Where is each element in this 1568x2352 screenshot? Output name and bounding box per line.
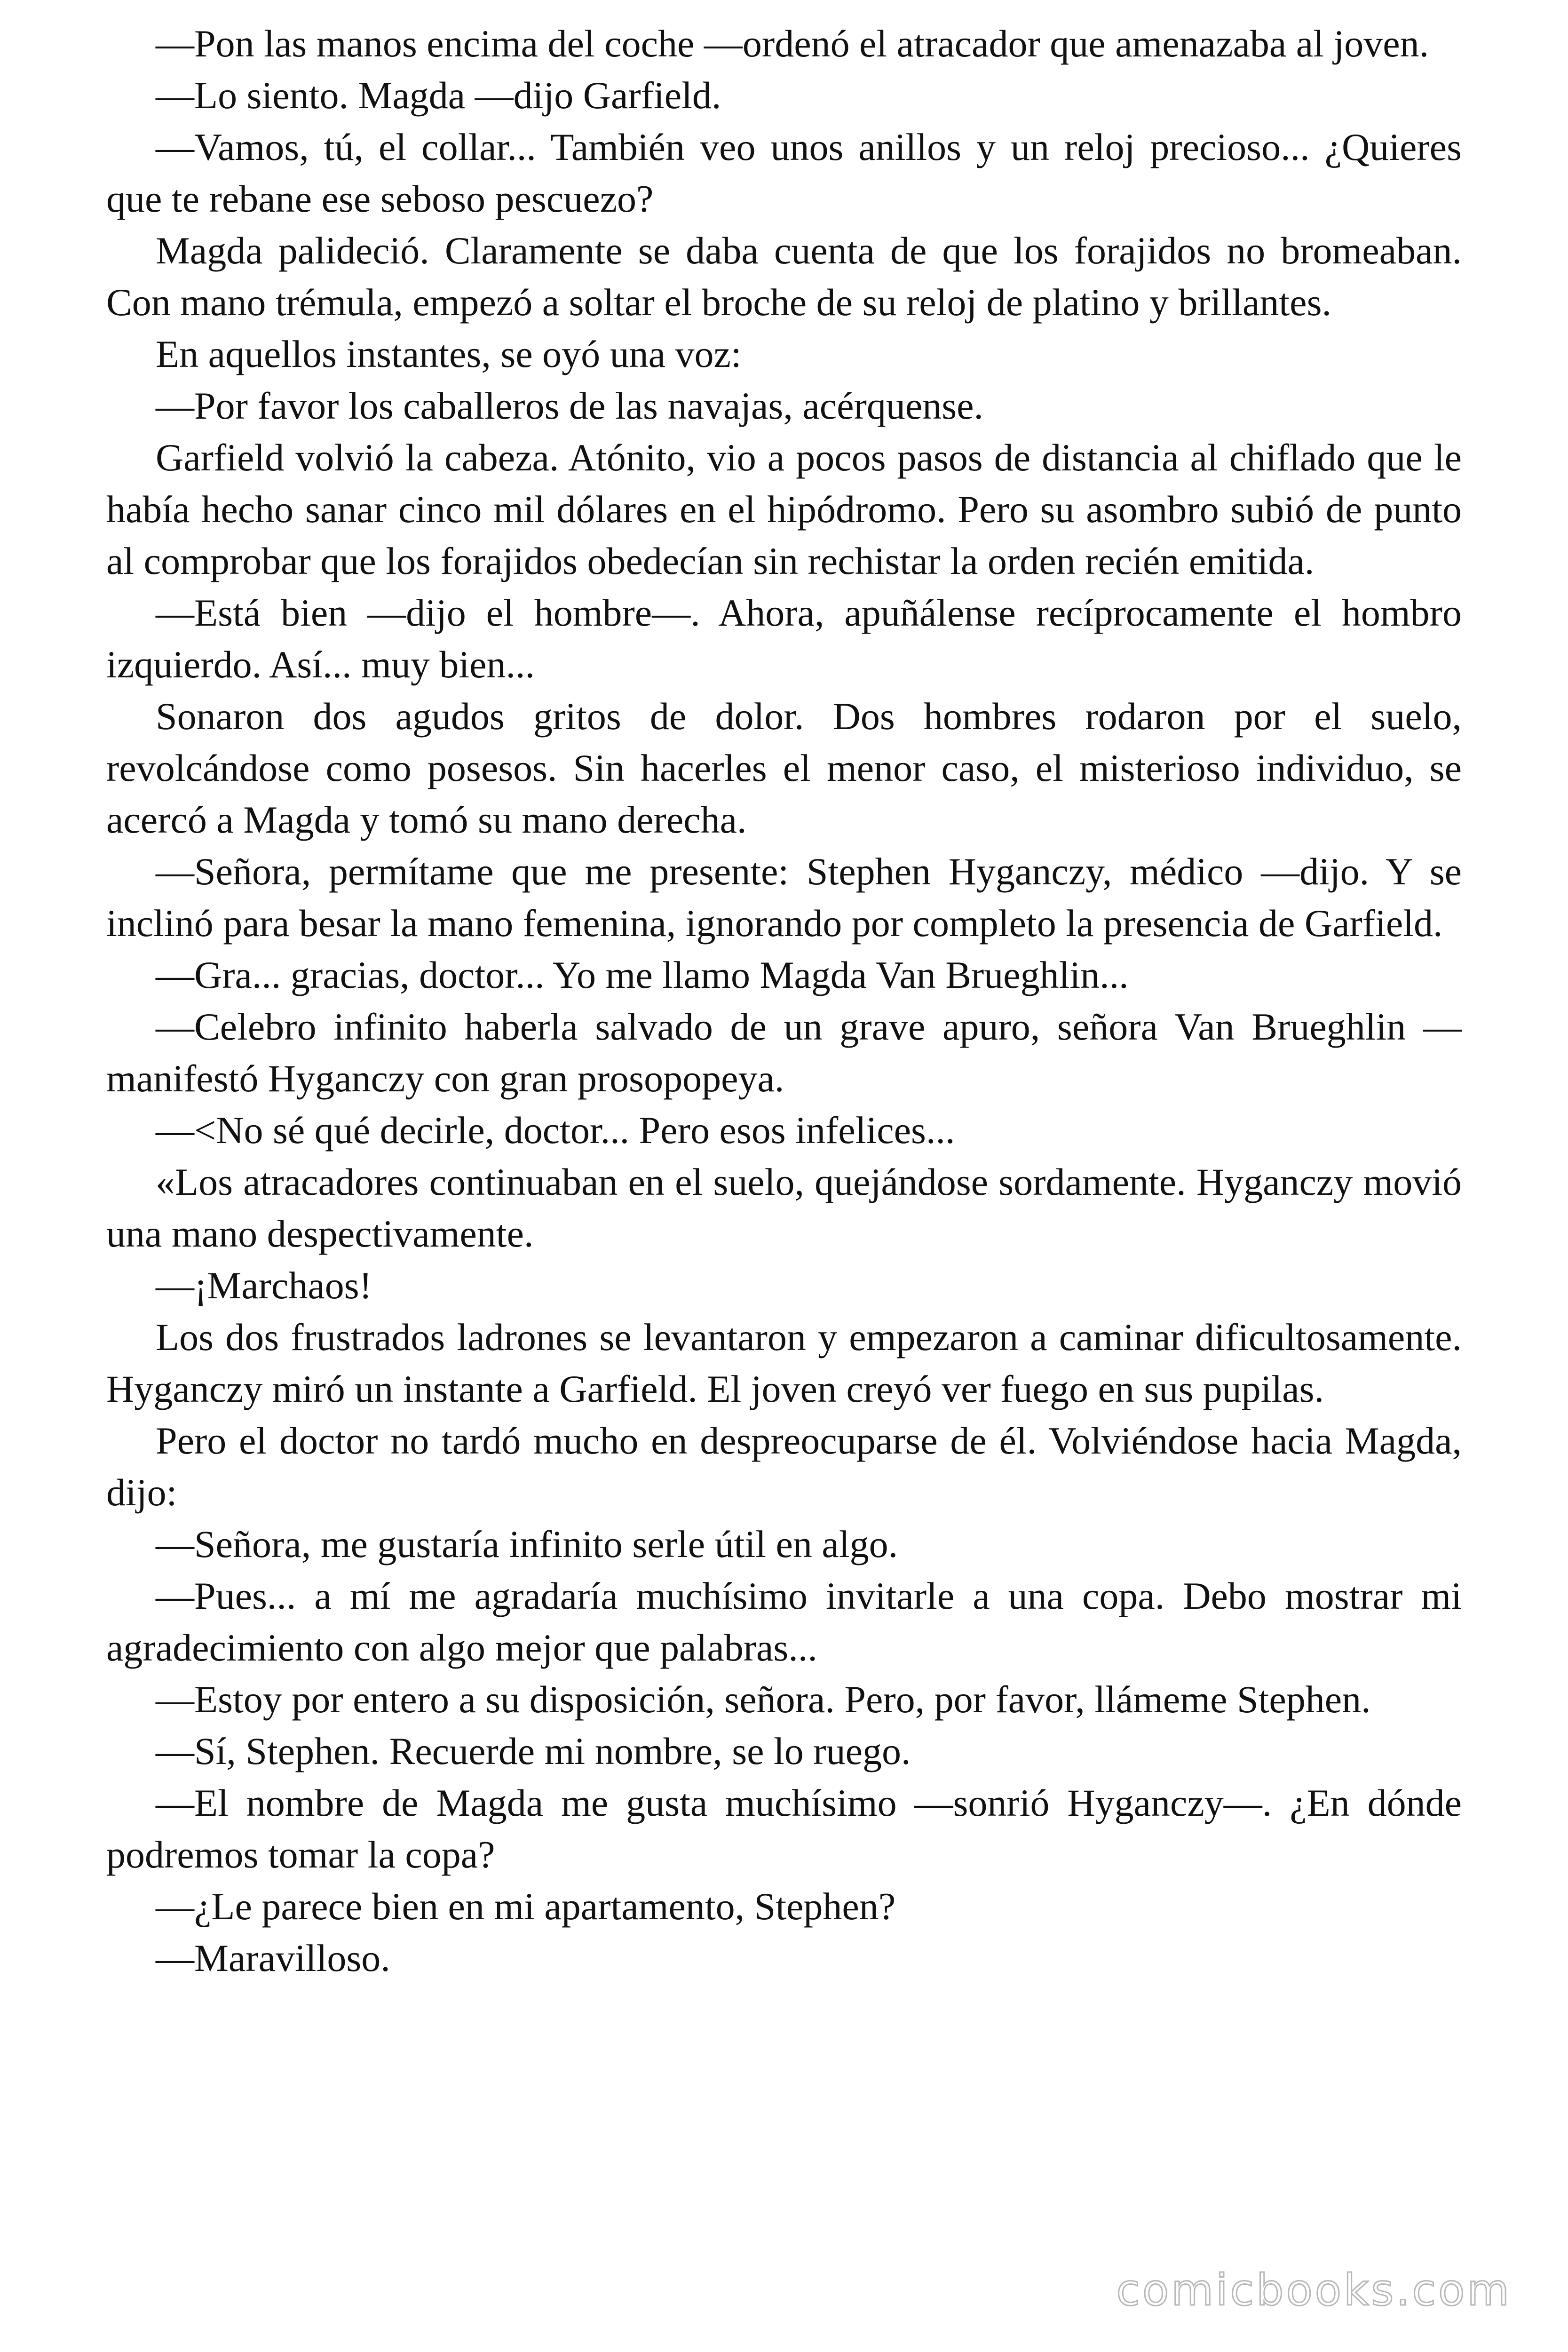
- paragraph: —Gra... gracias, doctor... Yo me llamo Magda Van Brueghlin...: [156, 954, 1129, 996]
- paragraph: —¡Marchaos!: [156, 1264, 372, 1307]
- paragraph: «Los atracadores continuaban en el suelo, quejándose sordamente. Hyganczy movió una mano despectivamente.: [106, 1160, 1462, 1255]
- paragraph: —Sí, Stephen. Recuerde mi nombre, se lo ruego.: [156, 1730, 911, 1772]
- paragraph: —Señora, me gustaría infinito serle útil en algo.: [156, 1523, 898, 1565]
- paragraph: Los dos frustrados ladrones se levantaron y empezaron a caminar dificultosamente. Hyganczy miró un instante a Garfield. El joven creyó ver fuego en sus pupilas.: [106, 1316, 1462, 1410]
- paragraph: —Está bien —dijo el hombre—. Ahora, apuñálense recíprocamente el hombro izquierdo. Así... muy bien...: [106, 591, 1462, 686]
- paragraph: —Por favor los caballeros de las navajas, acérquense.: [156, 384, 984, 427]
- paragraph: —Pues... a mí me agradaría muchísimo invitarle a una copa. Debo mostrar mi agradecimiento con algo mejor que palabras...: [106, 1574, 1462, 1669]
- paragraph: Pero el doctor no tardó mucho en despreocuparse de él. Volviéndose hacia Magda, dijo:: [106, 1419, 1462, 1514]
- paragraph: —Lo siento. Magda —dijo Garfield.: [156, 74, 721, 117]
- paragraph: —El nombre de Magda me gusta muchísimo —sonrió Hyganczy—. ¿En dónde podremos tomar la copa?: [106, 1781, 1462, 1876]
- paragraph: —Pon las manos encima del coche —ordenó el atracador que amenazaba al joven.: [156, 22, 1429, 65]
- paragraph: —Celebro infinito haberla salvado de un grave apuro, señora Van Brueghlin —manifestó Hyganczy con gran prosopopeya.: [106, 1005, 1462, 1100]
- watermark: comicbooks.com: [1116, 2265, 1512, 2315]
- paragraph: —Maravilloso.: [156, 1937, 390, 1979]
- paragraph: Magda palideció. Claramente se daba cuenta de que los forajidos no bromeaban. Con mano trémula, empezó a soltar el broche de su reloj de platino y brillantes.: [106, 229, 1462, 324]
- paragraph: —Estoy por entero a su disposición, señora. Pero, por favor, llámeme Stephen.: [156, 1678, 1371, 1721]
- paragraph: En aquellos instantes, se oyó una voz:: [156, 333, 742, 375]
- paragraph: Garfield volvió la cabeza. Atónito, vio a pocos pasos de distancia al chiflado que le había hecho sanar cinco mil dólares en el hipódromo. Pero su asombro subió de punto al comprobar que los forajidos obedecían sin rechistar la orden recién emitida.: [106, 436, 1462, 582]
- paragraph: —Vamos, tú, el collar... También veo unos anillos y un reloj precioso... ¿Quieres que te rebane ese seboso pescuezo?: [106, 126, 1462, 220]
- body-text: [106, 18, 1462, 1984]
- paragraph: —¿Le parece bien en mi apartamento, Stephen?: [156, 1885, 896, 1928]
- paragraph: —Señora, permítame que me presente: Stephen Hyganczy, médico —dijo. Y se inclinó para besar la mano femenina, ignorando por completo la presencia de Garfield.: [106, 850, 1462, 945]
- paragraph: —<No sé qué decirle, doctor... Pero esos infelices...: [156, 1109, 955, 1152]
- paragraph: Sonaron dos agudos gritos de dolor. Dos hombres rodaron por el suelo, revolcándose como posesos. Sin hacerles el menor caso, el misterioso individuo, se acercó a Magda y tomó su mano derecha.: [106, 695, 1462, 841]
